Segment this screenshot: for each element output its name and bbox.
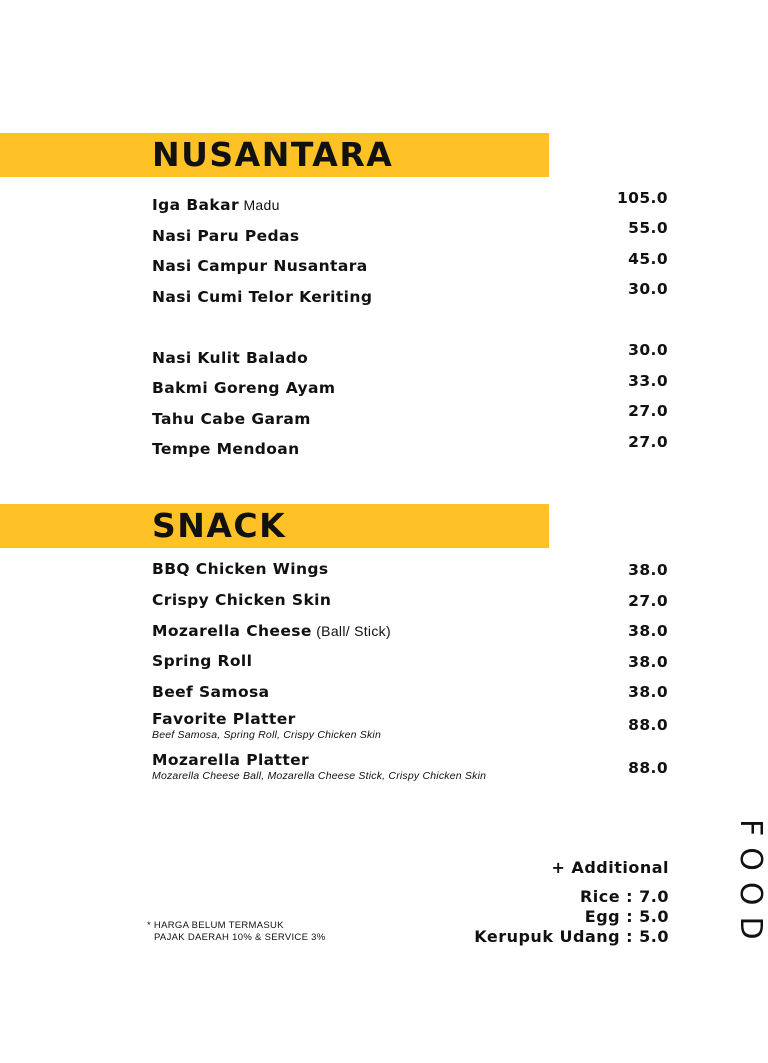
- item-price: 55.0: [628, 219, 668, 237]
- item-price: 27.0: [628, 433, 668, 451]
- menu-item: [152, 622, 672, 641]
- item-name: Beef Samosa: [152, 683, 270, 701]
- tax-footnote: [147, 920, 326, 944]
- menu-item: [152, 683, 672, 702]
- item-price: 33.0: [628, 372, 668, 390]
- menu-item: [152, 560, 672, 579]
- menu-item: [152, 710, 672, 741]
- item-description: Beef Samosa, Spring Roll, Crispy Chicken Skin: [152, 729, 382, 741]
- item-name: Iga Bakar: [152, 196, 240, 214]
- item-note: (Ball/ Stick): [316, 623, 391, 639]
- section-title-nusantara: NUSANTARA: [152, 135, 394, 174]
- item-description: Mozarella Cheese Ball, Mozarella Cheese Stick, Crispy Chicken Skin: [152, 770, 487, 782]
- item-price: 45.0: [628, 250, 668, 268]
- menu-item: [152, 257, 672, 276]
- menu-item: [152, 227, 672, 246]
- item-name: Tempe Mendoan: [152, 440, 300, 458]
- item-price: 38.0: [628, 683, 668, 701]
- item-price: 38.0: [628, 622, 668, 640]
- item-name: BBQ Chicken Wings: [152, 560, 329, 578]
- item-name: Tahu Cabe Garam: [152, 410, 311, 428]
- footnote-line-2: PAJAK DAERAH 10% & SERVICE 3%: [154, 932, 326, 943]
- item-name: Nasi Campur Nusantara: [152, 257, 368, 275]
- additional-line: Rice : 7.0: [579, 887, 669, 906]
- item-name: Nasi Paru Pedas: [152, 227, 300, 245]
- item-name: Mozarella Cheese: [152, 622, 312, 640]
- item-name: Nasi Cumi Telor Keriting: [152, 288, 373, 306]
- menu-item: [152, 349, 672, 368]
- item-name: Bakmi Goreng Ayam: [152, 379, 336, 397]
- menu-item: [152, 410, 672, 429]
- item-name: Crispy Chicken Skin: [152, 591, 332, 609]
- item-name: Nasi Kulit Balado: [152, 349, 309, 367]
- item-name: Mozarella Platter: [152, 751, 310, 769]
- item-price: 88.0: [628, 716, 668, 734]
- item-price: 30.0: [628, 280, 668, 298]
- item-price: 38.0: [628, 561, 668, 579]
- additional-block: [474, 858, 669, 947]
- menu-item: [152, 652, 672, 671]
- side-label-food: FOOD: [733, 819, 768, 951]
- item-price: 38.0: [628, 653, 668, 671]
- item-note: Madu: [243, 197, 280, 213]
- additional-line: Kerupuk Udang : 5.0: [474, 927, 669, 946]
- item-price: 27.0: [628, 592, 668, 610]
- section-title-snack: SNACK: [152, 506, 287, 545]
- additional-heading: + Additional: [551, 858, 669, 877]
- additional-line: Egg : 5.0: [584, 907, 669, 926]
- footnote-line-1: * HARGA BELUM TERMASUK: [147, 920, 284, 931]
- item-name: Favorite Platter: [152, 710, 296, 728]
- item-price: 27.0: [628, 402, 668, 420]
- menu-item: [152, 379, 672, 398]
- menu-item: [152, 440, 672, 459]
- menu-item: [152, 591, 672, 610]
- menu-item: [152, 196, 672, 215]
- menu-item: [152, 288, 672, 307]
- item-price: 30.0: [628, 341, 668, 359]
- additional-gap: [474, 878, 669, 887]
- item-price: 105.0: [616, 189, 668, 207]
- menu-item: [152, 751, 672, 782]
- item-price: 88.0: [628, 759, 668, 777]
- item-name: Spring Roll: [152, 652, 253, 670]
